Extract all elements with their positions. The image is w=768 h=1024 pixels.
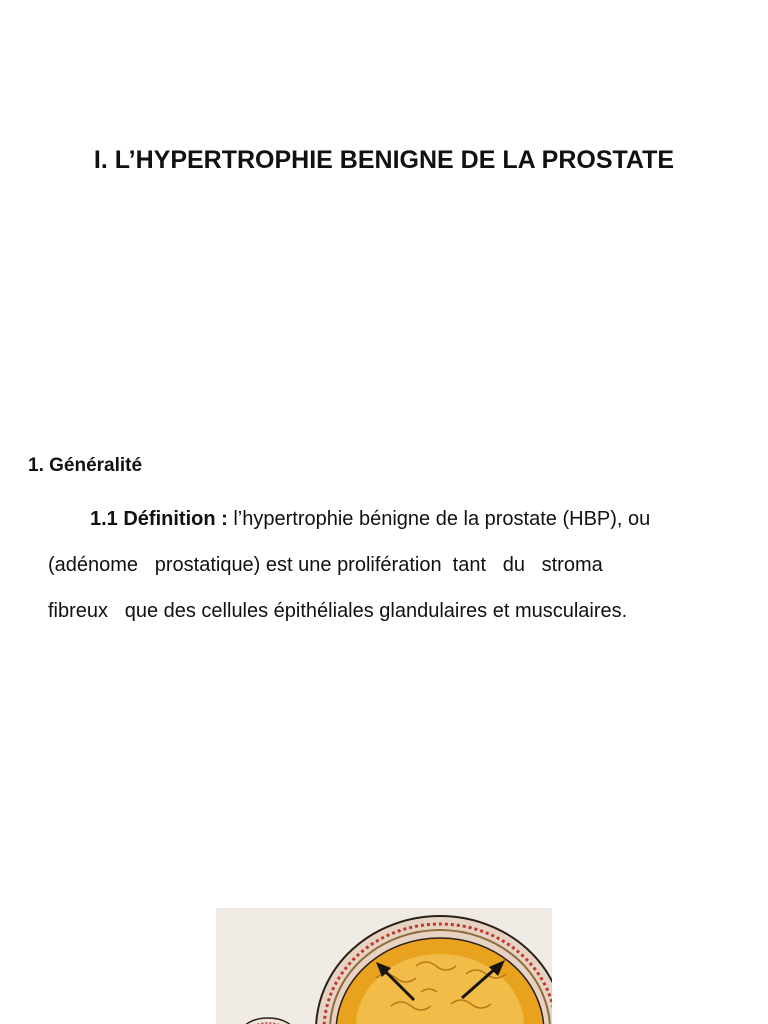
definition-paragraph	[48, 496, 748, 634]
prostate-illustration	[216, 908, 552, 1024]
definition-line-2: (adénome prostatique) est une prolifération tant du stroma	[48, 554, 603, 576]
section-heading: 1. Généralité	[28, 455, 143, 476]
definition-line-1	[48, 496, 748, 542]
page-title: I. L’HYPERTROPHIE BENIGNE DE LA PROSTATE	[93, 146, 675, 174]
definition-line-3: fibreux que des cellules épithéliales glandulaires et musculaires.	[48, 600, 628, 622]
definition-label: 1.1 Définition :	[90, 508, 228, 530]
prostate-illustration-icon	[216, 908, 552, 1024]
definition-text-1: l’hypertrophie bénigne de la prostate (HBP), ou	[227, 508, 651, 530]
